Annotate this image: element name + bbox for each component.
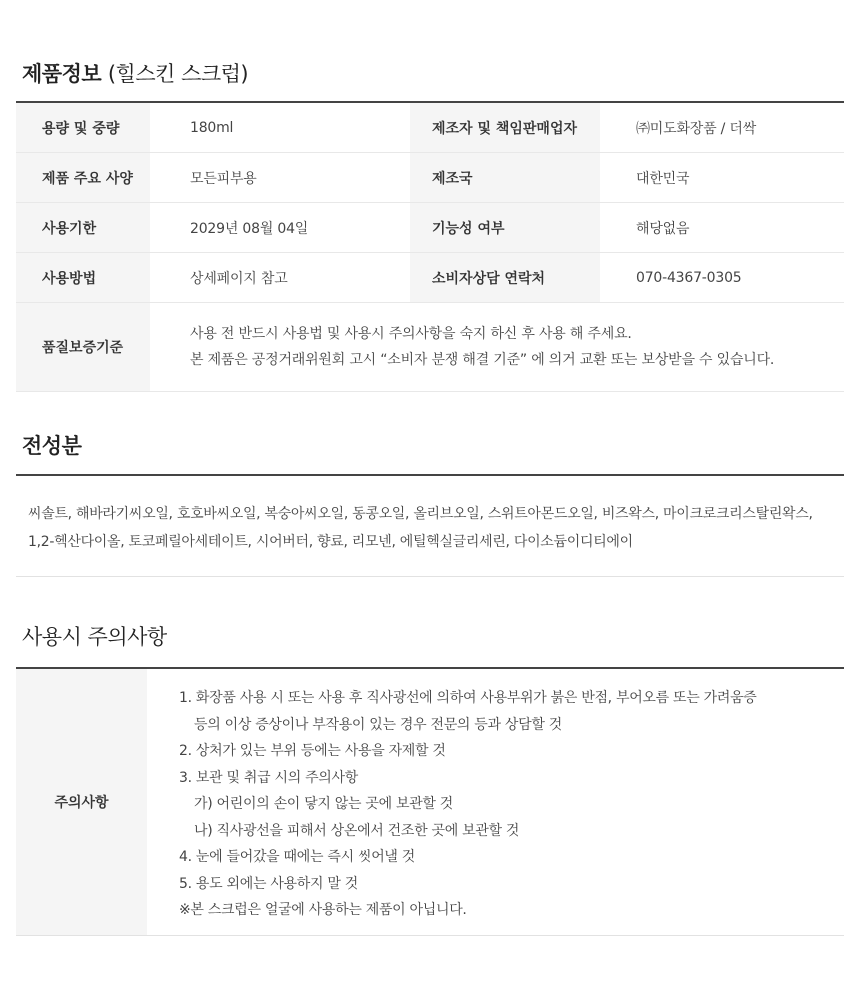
ingredients-list xyxy=(28,500,840,556)
table-row xyxy=(16,253,844,303)
capacity-value: 180ml xyxy=(190,119,234,136)
caution-item: 5. 용도 외에는 사용하지 말 것 xyxy=(179,875,358,892)
origin-label: 제조국 xyxy=(410,153,600,202)
table-row xyxy=(16,153,844,203)
expiry-value: 2029년 08월 04일 xyxy=(190,220,309,237)
contact-phone: 070-4367-0305 xyxy=(636,269,742,286)
ingredients-title-text: 전성분 xyxy=(22,434,82,458)
caution-item: 1. 화장품 사용 시 또는 사용 후 직사광선에 의하여 사용부위가 붉은 반점, 부어오름 또는 가려움증 xyxy=(179,690,757,706)
cautions-title-text: 사용시 주의사항 xyxy=(22,625,167,649)
cautions-body xyxy=(16,669,757,924)
product-info-title-main: 제품정보 xyxy=(22,62,102,86)
cautions-bottom-rule xyxy=(16,935,844,936)
contact-label: 소비자상담 연락처 xyxy=(410,253,600,302)
manufacturer-label: 제조자 및 책임판매업자 xyxy=(410,103,600,152)
spec-value: 모든피부용 xyxy=(190,170,257,187)
quality-text xyxy=(150,303,844,391)
product-info-title xyxy=(22,64,248,85)
caution-item: 2. 상처가 있는 부위 등에는 사용을 자제할 것 xyxy=(179,743,446,759)
product-info-title-product-name: (힐스킨 스크럽) xyxy=(107,62,249,86)
quality-line: 본 제품은 공정거래위원회 고시 “소비자 분쟁 해결 기준” 에 의거 교환 또는 보상받을 수 있습니다. xyxy=(190,352,775,368)
caution-note: ※본 스크럽은 얼굴에 사용하는 제품이 아닙니다. xyxy=(179,902,467,918)
quality-label: 품질보증기준 xyxy=(16,303,150,391)
caution-item-continuation: 등의 이상 증상이나 부작용이 있는 경우 전문의 등과 상담할 것 xyxy=(194,716,562,733)
ingredients-bottom-rule xyxy=(16,576,844,577)
caution-item: 4. 눈에 들어갔을 때에는 즉시 씻어낼 것 xyxy=(179,849,416,865)
cautions-label: 주의사항 xyxy=(16,669,147,935)
origin-value: 대한민국 xyxy=(636,170,690,187)
caution-subitem: 나) 직사광선을 피해서 상온에서 건조한 곳에 보관할 것 xyxy=(194,822,520,839)
ingredients-line: 씨솔트, 해바라기씨오일, 호호바씨오일, 복숭아씨오일, 동콩오일, 올리브오일, 스위트아몬드오일, 비즈왁스, 마이크로크리스탈린왁스, xyxy=(28,506,813,522)
cautions-table xyxy=(16,669,844,935)
product-info-table xyxy=(16,103,844,392)
quality-line: 사용 전 반드시 사용법 및 사용시 주의사항을 숙지 하신 후 사용 해 주세요. xyxy=(190,326,632,342)
functional-value: 해당없음 xyxy=(636,220,690,237)
table-row xyxy=(16,203,844,253)
caution-item: 3. 보관 및 취급 시의 주의사항 xyxy=(179,769,358,786)
manufacturer-value: ㈜미도화장품 / 더싹 xyxy=(636,120,757,137)
capacity-label: 용량 및 중량 xyxy=(16,103,150,152)
caution-subitem: 가) 어린이의 손이 닿지 않는 곳에 보관할 것 xyxy=(194,796,454,812)
ingredients-title xyxy=(22,436,81,457)
expiry-label: 사용기한 xyxy=(16,203,150,252)
table-row xyxy=(16,303,844,392)
cautions-list xyxy=(179,685,757,924)
usage-value: 상세페이지 참고 xyxy=(190,270,288,287)
ingredients-line: 1,2-헥산다이올, 토코페릴아세테이트, 시어버터, 향료, 리모넨, 에틸헥실글리세린, 다이소듐이디티에이 xyxy=(28,534,633,550)
usage-label: 사용방법 xyxy=(16,253,150,302)
table-row xyxy=(16,103,844,153)
functional-label: 기능성 여부 xyxy=(410,203,600,252)
cautions-title xyxy=(22,627,167,648)
spec-label: 제품 주요 사양 xyxy=(16,153,150,202)
ingredients-top-rule xyxy=(16,474,844,476)
